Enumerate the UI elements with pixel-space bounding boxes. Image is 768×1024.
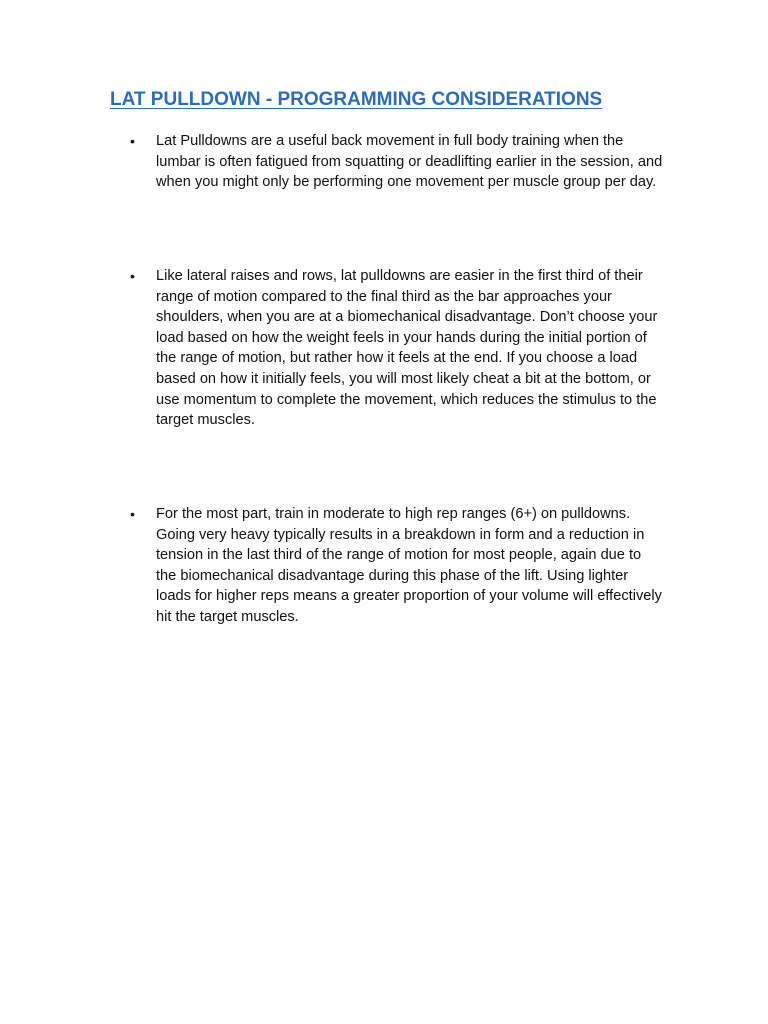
bullet-text: For the most part, train in moderate to high rep ranges (6+) on pulldowns. Going very heavy typically results in a breakdown in form and a reduction in tension in the last third of the range of motion for most people, again due to the biomechanical disadvantage during this phase of the lift. Using lighter loads for higher reps means a greater proportion of your volume will effectively hit the target muscles. xyxy=(156,506,662,625)
bullet-marker: • xyxy=(130,133,135,149)
bullet-marker: • xyxy=(130,506,135,522)
bullet-marker: • xyxy=(130,268,135,284)
bullet-text: Lat Pulldowns are a useful back movement in full body training when the lumbar is often fatigued from squatting or deadlifting earlier in the session, and when you might only be performing one movement per muscle group per day. xyxy=(156,133,663,191)
page-title: LAT PULLDOWN - PROGRAMMING CONSIDERATIONS xyxy=(110,89,603,110)
bullet-text: Like lateral raises and rows, lat pulldowns are easier in the first third of their range of motion compared to the final third as the bar approaches your shoulders, when you are at a biomechanical disadvantage. Don’t choose your load based on how the weight feels in your hands during the initial portion of the range of motion, but rather how it feels at the end. If you choose a load based on how it initially feels, you will most likely cheat a bit at the bottom, or use momentum to complete the movement, which reduces the stimulus to the target muscles. xyxy=(156,268,658,429)
